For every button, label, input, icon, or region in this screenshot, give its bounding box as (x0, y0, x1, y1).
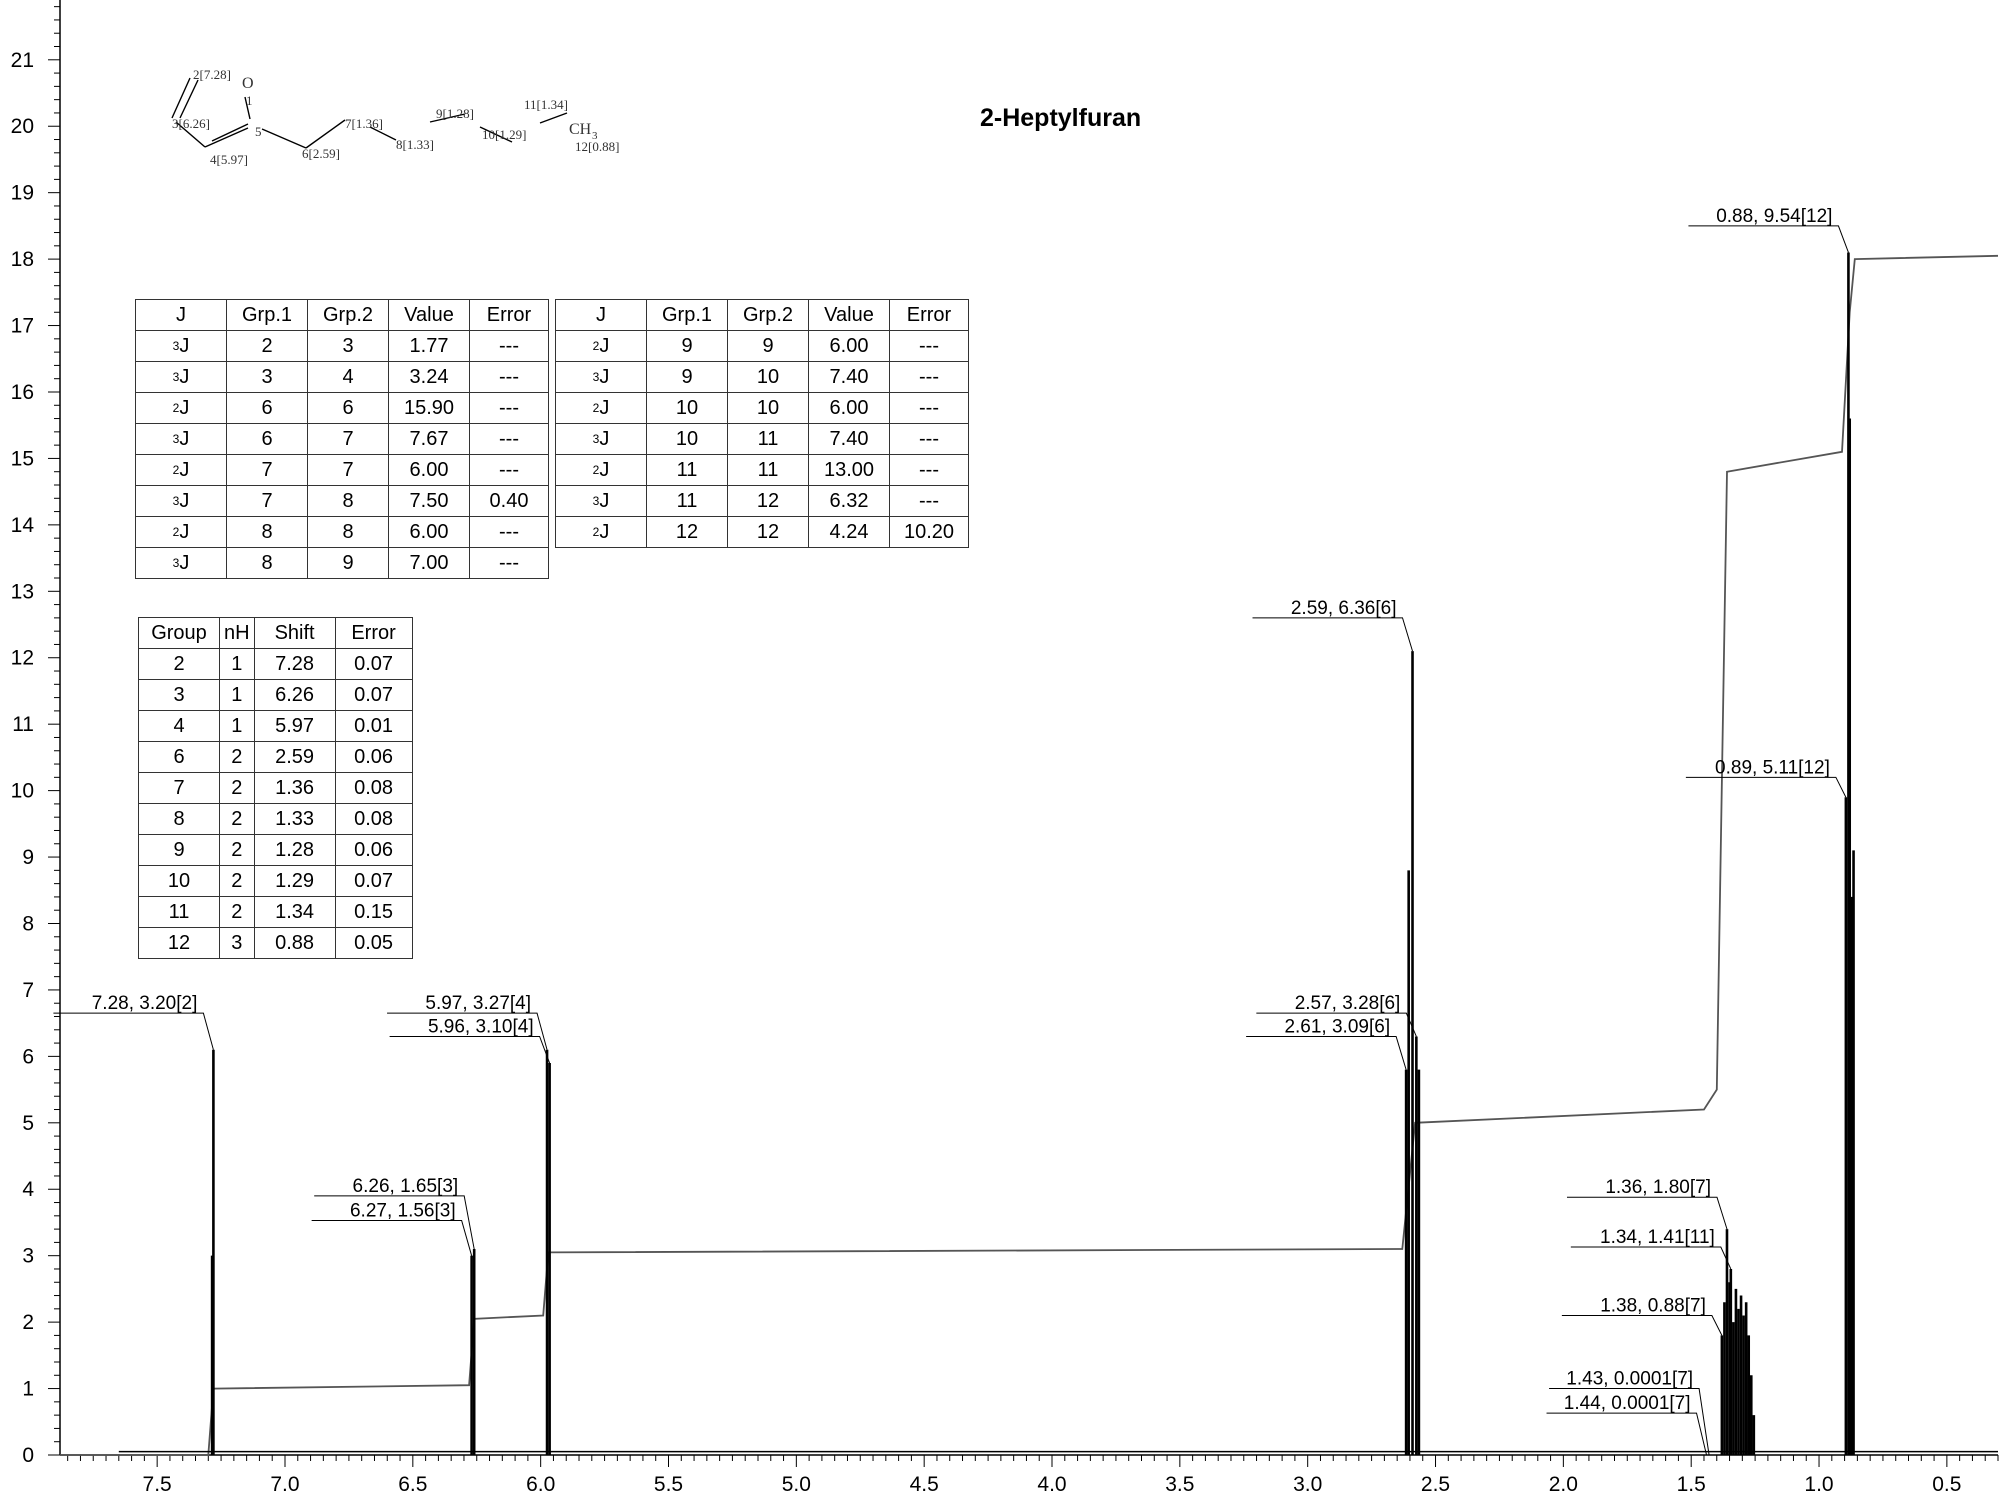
y-tick-label: 7 (22, 978, 34, 1002)
table-cell: 6.32 (809, 486, 890, 517)
table-cell: 10.20 (890, 517, 969, 548)
peak-annotation-leader (1567, 1197, 1727, 1229)
peak-annotation-leader (312, 1220, 472, 1255)
col-header: nH (220, 618, 255, 649)
table-cell: 3 (227, 362, 308, 393)
table-cell: --- (890, 331, 969, 362)
shift-table (138, 617, 413, 959)
table-cell-j-type (556, 393, 647, 424)
atom-label-1: 1 (246, 93, 253, 108)
atom-label-o: O (242, 75, 254, 92)
j-symbol: J (179, 396, 190, 419)
y-tick-label: 10 (10, 779, 34, 803)
col-header: Error (335, 618, 412, 649)
atom-label-5: 5 (255, 124, 262, 139)
table-cell: 7 (227, 486, 308, 517)
coupling-table-1 (135, 299, 549, 579)
y-tick-label: 4 (22, 1178, 34, 1202)
table-cell: 1.33 (254, 804, 335, 835)
table-cell: 12 (139, 928, 220, 959)
j-symbol: J (599, 458, 610, 481)
table-row (139, 866, 413, 897)
table-row (139, 649, 413, 680)
peak-annotation-label: 0.89, 5.11[12] (1715, 757, 1830, 779)
table-cell: 10 (647, 393, 728, 424)
table-cell: 4.24 (809, 517, 890, 548)
table-row (136, 331, 549, 362)
peak-annotation-leader (1547, 1413, 1707, 1455)
y-tick-label: 9 (22, 846, 34, 870)
x-tick-label: 3.0 (1293, 1473, 1323, 1496)
col-header: J (136, 300, 227, 331)
j-order: 2 (592, 524, 600, 539)
table-cell: 4 (139, 711, 220, 742)
table-row (136, 486, 549, 517)
table-cell: --- (470, 331, 549, 362)
table-cell: 5.97 (254, 711, 335, 742)
peak-annotation-leader (1246, 1036, 1406, 1069)
y-tick-label: 15 (10, 447, 34, 471)
j-symbol: J (179, 489, 190, 512)
x-tick-label: 0.5 (1932, 1473, 1962, 1496)
table-cell: 6.00 (389, 455, 470, 486)
atom-label-ch: CH (569, 121, 592, 138)
j-symbol: J (599, 365, 610, 388)
table-cell: 3 (308, 331, 389, 362)
table-cell: 0.08 (335, 773, 412, 804)
table-cell-j-type (136, 455, 227, 486)
table-cell: 2 (220, 742, 255, 773)
table-cell: 6.00 (809, 331, 890, 362)
table-cell: --- (890, 486, 969, 517)
table-cell-j-type (136, 486, 227, 517)
table-cell: 2 (220, 897, 255, 928)
table-cell: 1.77 (389, 331, 470, 362)
table-row (556, 393, 969, 424)
table-cell: --- (890, 455, 969, 486)
table-row (139, 835, 413, 866)
table-cell: 1.36 (254, 773, 335, 804)
table-row (136, 424, 549, 455)
table-row (139, 680, 413, 711)
table-cell: 0.07 (335, 680, 412, 711)
coupling-table-2-body (556, 331, 969, 548)
y-tick-label: 14 (10, 513, 34, 537)
table-cell: 7.00 (389, 548, 470, 579)
y-tick-label: 3 (22, 1244, 34, 1268)
table-cell: --- (890, 424, 969, 455)
y-tick-label: 20 (10, 115, 34, 139)
table-cell: 1.34 (254, 897, 335, 928)
y-tick-label: 19 (10, 181, 34, 205)
table-row (556, 424, 969, 455)
j-symbol: J (599, 427, 610, 450)
table-cell-j-type (136, 424, 227, 455)
table-cell-j-type (556, 455, 647, 486)
table-cell: 3 (220, 928, 255, 959)
table-row (556, 455, 969, 486)
col-header: Grp.2 (308, 300, 389, 331)
table-cell: --- (890, 393, 969, 424)
col-header: Value (389, 300, 470, 331)
table-cell: 9 (647, 331, 728, 362)
table-row (136, 362, 549, 393)
peak-annotation-label: 2.61, 3.09[6] (1284, 1016, 1391, 1038)
j-symbol: J (179, 365, 190, 388)
x-tick-label: 1.0 (1804, 1473, 1834, 1496)
table-row (136, 455, 549, 486)
j-order: 3 (172, 369, 180, 384)
j-symbol: J (599, 520, 610, 543)
table-cell: 12 (728, 517, 809, 548)
table-cell: 9 (308, 548, 389, 579)
j-order: 2 (172, 524, 180, 539)
peak-annotation-label: 2.59, 6.36[6] (1290, 597, 1397, 619)
col-header: Grp.1 (647, 300, 728, 331)
molecule-structure (172, 67, 619, 167)
table-cell: 6 (308, 393, 389, 424)
col-header: Shift (254, 618, 335, 649)
table-cell: 8 (227, 548, 308, 579)
table-cell: 8 (308, 517, 389, 548)
table-cell: 7.67 (389, 424, 470, 455)
coupling-table-2 (555, 299, 969, 548)
atom-label-8: 8[1.33] (396, 137, 434, 152)
table-cell: 12 (728, 486, 809, 517)
col-header: Group (139, 618, 220, 649)
table-row (139, 742, 413, 773)
table-cell: 3 (139, 680, 220, 711)
coupling-table-1-body (136, 331, 549, 579)
peak-annotation-label: 5.97, 3.27[4] (425, 993, 532, 1015)
table-cell: --- (890, 362, 969, 393)
y-tick-label: 5 (22, 1111, 34, 1135)
atom-label-6: 6[2.59] (302, 146, 340, 161)
table-cell: 2 (139, 649, 220, 680)
table-row (139, 804, 413, 835)
j-symbol: J (179, 427, 190, 450)
table-cell: 7 (139, 773, 220, 804)
table-cell: 2 (227, 331, 308, 362)
j-symbol: J (179, 551, 190, 574)
peak-annotation-label: 0.88, 9.54[12] (1716, 205, 1833, 227)
table-cell: 1.29 (254, 866, 335, 897)
table-cell: 0.07 (335, 649, 412, 680)
j-order: 3 (172, 493, 180, 508)
table-cell: 6 (139, 742, 220, 773)
col-header: Value (809, 300, 890, 331)
peak-annotation-label: 6.27, 1.56[3] (349, 1200, 456, 1222)
table-cell: 6.00 (809, 393, 890, 424)
x-tick-label: 2.0 (1548, 1473, 1578, 1496)
x-tick-label: 6.5 (398, 1473, 428, 1496)
y-axis (11, 0, 60, 1467)
table-cell: 6.00 (389, 517, 470, 548)
peak-annotation-label: 1.34, 1.41[11] (1600, 1227, 1715, 1249)
table-cell: 0.06 (335, 742, 412, 773)
table-row (136, 393, 549, 424)
table-row (556, 517, 969, 548)
chart-title: 2-Heptylfuran (980, 104, 1142, 132)
table-cell: 6 (227, 424, 308, 455)
table-cell: 7 (308, 455, 389, 486)
table-row (556, 486, 969, 517)
atom-label-ch-subscript: 3 (592, 130, 598, 142)
peak-annotation-leader (1571, 1247, 1731, 1269)
peak-annotation-label: 5.96, 3.10[4] (427, 1016, 534, 1038)
table-cell: 9 (647, 362, 728, 393)
table-cell: 11 (728, 455, 809, 486)
table-cell-j-type (556, 331, 647, 362)
table-cell: 0.06 (335, 835, 412, 866)
peak-annotation-leader (1686, 777, 1846, 797)
table-cell: 0.05 (335, 928, 412, 959)
table-cell: 4 (308, 362, 389, 393)
j-symbol: J (599, 489, 610, 512)
table-cell: 1 (220, 711, 255, 742)
table-cell: 6 (227, 393, 308, 424)
peak-annotation-label: 7.28, 3.20[2] (91, 993, 198, 1015)
atom-label-3: 3[6.26] (172, 116, 210, 131)
table-cell: 15.90 (389, 393, 470, 424)
table-cell: 0.07 (335, 866, 412, 897)
x-tick-label: 3.5 (1165, 1473, 1195, 1496)
table-cell: 2 (220, 773, 255, 804)
y-tick-label: 21 (10, 48, 34, 72)
table-row (139, 711, 413, 742)
table-row (556, 331, 969, 362)
table-cell: --- (470, 362, 549, 393)
shift-table-body (139, 649, 413, 959)
atom-label-11: 11[1.34] (524, 97, 568, 112)
table-cell: 2 (220, 835, 255, 866)
y-tick-label: 16 (10, 380, 34, 404)
table-cell: 8 (139, 804, 220, 835)
table-cell-j-type (136, 517, 227, 548)
table-header-row (556, 300, 969, 331)
y-tick-label: 11 (12, 713, 34, 737)
x-tick-label: 4.0 (1037, 1473, 1067, 1496)
table-cell: --- (470, 517, 549, 548)
table-cell: 7.50 (389, 486, 470, 517)
peak-annotation-leader (390, 1036, 550, 1063)
table-cell: 10 (728, 362, 809, 393)
table-cell: 10 (139, 866, 220, 897)
peak-annotation-leader (53, 1013, 213, 1050)
table-cell: 6.26 (254, 680, 335, 711)
y-tick-label: 13 (10, 580, 34, 604)
table-cell: 3.24 (389, 362, 470, 393)
j-order: 3 (592, 369, 600, 384)
table-cell-j-type (556, 517, 647, 548)
y-tick-label: 1 (22, 1377, 34, 1401)
table-cell: 0.01 (335, 711, 412, 742)
j-order: 3 (592, 431, 600, 446)
peak-annotation-leader (1253, 618, 1413, 651)
table-cell: 13.00 (809, 455, 890, 486)
peak-annotation-label: 2.57, 3.28[6] (1294, 993, 1401, 1015)
table-cell: 11 (139, 897, 220, 928)
table-cell-j-type (556, 362, 647, 393)
table-row (556, 362, 969, 393)
peak-annotation-label: 1.43, 0.0001[7] (1566, 1368, 1694, 1390)
j-symbol: J (179, 334, 190, 357)
y-tick-label: 2 (22, 1311, 34, 1335)
atom-label-4: 4[5.97] (210, 152, 248, 167)
j-order: 2 (172, 400, 180, 415)
j-symbol: J (179, 458, 190, 481)
y-tick-label: 0 (22, 1444, 34, 1467)
table-cell-j-type (556, 486, 647, 517)
peak-annotation-label: 6.26, 1.65[3] (352, 1175, 459, 1197)
y-tick-label: 8 (22, 912, 34, 936)
x-tick-label: 2.5 (1420, 1473, 1451, 1496)
table-cell: 10 (728, 393, 809, 424)
table-cell: 8 (227, 517, 308, 548)
table-cell: 10 (647, 424, 728, 455)
atom-label-2: 2[7.28] (193, 67, 231, 82)
table-header-row (136, 300, 549, 331)
table-cell: 2 (220, 804, 255, 835)
table-cell: --- (470, 548, 549, 579)
j-order: 2 (592, 338, 600, 353)
peak-annotation-label: 1.36, 1.80[7] (1605, 1177, 1711, 1199)
table-cell: 1 (220, 649, 255, 680)
j-order: 3 (172, 431, 180, 446)
table-cell: 11 (728, 424, 809, 455)
table-row (136, 517, 549, 548)
x-tick-label: 7.5 (142, 1473, 172, 1496)
table-cell: 7.40 (809, 424, 890, 455)
table-cell: 0.88 (254, 928, 335, 959)
table-cell: 0.40 (470, 486, 549, 517)
x-tick-label: 7.0 (270, 1473, 300, 1496)
table-cell: 11 (647, 455, 728, 486)
table-cell: 2.59 (254, 742, 335, 773)
atom-label-7: 7[1.36] (345, 116, 383, 131)
x-tick-label: 6.0 (526, 1473, 556, 1496)
j-order: 3 (172, 338, 180, 353)
atom-label-9: 9[1.28] (436, 106, 474, 121)
x-tick-label: 5.0 (781, 1473, 811, 1496)
y-tick-label: 17 (10, 314, 34, 338)
j-order: 3 (592, 493, 600, 508)
table-cell: 0.08 (335, 804, 412, 835)
table-row (139, 773, 413, 804)
table-cell: 2 (220, 866, 255, 897)
table-cell: --- (470, 455, 549, 486)
col-header: Grp.1 (227, 300, 308, 331)
j-symbol: J (599, 334, 610, 357)
table-cell: 11 (647, 486, 728, 517)
peak-annotation-label: 1.44, 0.0001[7] (1563, 1393, 1691, 1415)
table-cell: 0.15 (335, 897, 412, 928)
table-row (139, 897, 413, 928)
table-cell: 1 (220, 680, 255, 711)
j-symbol: J (599, 396, 610, 419)
table-row (139, 928, 413, 959)
x-tick-label: 4.5 (909, 1473, 939, 1496)
col-header: Grp.2 (728, 300, 809, 331)
j-order: 2 (172, 462, 180, 477)
table-cell-j-type (136, 393, 227, 424)
table-header-row (139, 618, 413, 649)
table-cell-j-type (556, 424, 647, 455)
y-tick-label: 12 (10, 646, 34, 670)
col-header: J (556, 300, 647, 331)
j-order: 2 (592, 400, 600, 415)
table-cell: --- (470, 424, 549, 455)
peak-annotation-label: 1.38, 0.88[7] (1600, 1295, 1706, 1317)
table-cell-j-type (136, 362, 227, 393)
j-order: 3 (172, 555, 180, 570)
table-cell-j-type (136, 548, 227, 579)
col-header: Error (470, 300, 549, 331)
table-cell: --- (470, 393, 549, 424)
y-tick-label: 6 (22, 1045, 34, 1069)
table-cell: 8 (308, 486, 389, 517)
x-tick-label: 5.5 (653, 1473, 684, 1496)
y-tick-label: 18 (10, 248, 34, 272)
peak-annotation-leader (1562, 1315, 1722, 1335)
table-row (136, 548, 549, 579)
table-cell-j-type (136, 331, 227, 362)
col-header: Error (890, 300, 969, 331)
table-cell: 7 (227, 455, 308, 486)
x-tick-label: 1.5 (1676, 1473, 1706, 1496)
table-cell: 12 (647, 517, 728, 548)
x-axis (60, 1455, 1998, 1496)
table-cell: 7.40 (809, 362, 890, 393)
j-symbol: J (179, 520, 190, 543)
peak-annotation-leader (1688, 226, 1848, 253)
table-cell: 9 (139, 835, 220, 866)
table-cell: 9 (728, 331, 809, 362)
table-cell: 7.28 (254, 649, 335, 680)
atom-label-12: 12[0.88] (575, 139, 620, 154)
atom-label-10: 10[1.29] (482, 127, 527, 142)
table-cell: 1.28 (254, 835, 335, 866)
j-order: 2 (592, 462, 600, 477)
table-cell: 7 (308, 424, 389, 455)
